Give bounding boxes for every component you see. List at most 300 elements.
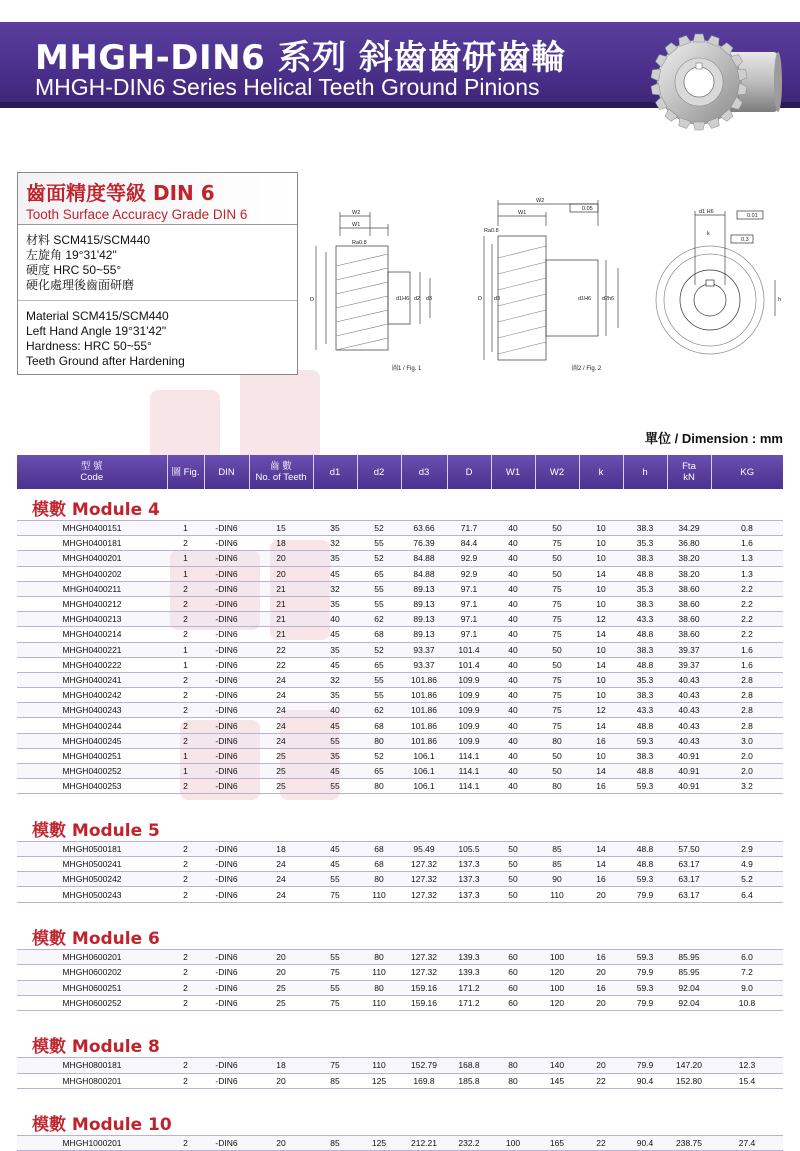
table-cell: 10: [579, 596, 623, 611]
table-cell: 171.2: [447, 980, 491, 995]
table-cell: 89.13: [401, 581, 447, 596]
label-w1: W1: [518, 210, 527, 216]
table-cell: 21: [249, 612, 313, 627]
table-cell: 40.43: [667, 688, 711, 703]
table-cell: 232.2: [447, 1136, 491, 1151]
table-cell: 10: [579, 748, 623, 763]
table-cell: 168.8: [447, 1058, 491, 1073]
table-cell: 25: [249, 748, 313, 763]
table-cell: MHGH0500243: [17, 887, 167, 902]
table-row: [17, 688, 783, 703]
table-cell: 159.16: [401, 980, 447, 995]
table-cell: 185.8: [447, 1073, 491, 1088]
table-cell: MHGH0400222: [17, 657, 167, 672]
table-cell: 38.3: [623, 748, 667, 763]
table-row: [17, 980, 783, 995]
column-header: h: [623, 455, 667, 489]
table-cell: 14: [579, 764, 623, 779]
table-cell: 171.2: [447, 995, 491, 1010]
table-cell: -DIN6: [204, 612, 249, 627]
table-cell: 169.8: [401, 1073, 447, 1088]
table-cell: 0.8: [711, 521, 783, 536]
table-cell: 137.3: [447, 887, 491, 902]
table-cell: MHGH0800181: [17, 1058, 167, 1073]
table-row: [17, 779, 783, 794]
label-d1h6: d1H6: [578, 296, 592, 302]
table-cell: 5.2: [711, 872, 783, 887]
table-cell: MHGH0400253: [17, 779, 167, 794]
table-cell: 85.95: [667, 950, 711, 965]
table-cell: -DIN6: [204, 748, 249, 763]
label-w2: W2: [352, 210, 361, 216]
table-cell: 32: [313, 672, 357, 687]
table-cell: 25: [249, 995, 313, 1010]
table-cell: 40: [491, 612, 535, 627]
table-cell: MHGH0400213: [17, 612, 167, 627]
table-cell: MHGH0600251: [17, 980, 167, 995]
table-cell: 45: [313, 857, 357, 872]
table-cell: 2.8: [711, 672, 783, 687]
table-cell: 106.1: [401, 779, 447, 794]
table-cell: 80: [535, 733, 579, 748]
table-cell: 40: [491, 748, 535, 763]
column-header: W2: [535, 455, 579, 489]
table-cell: 2: [167, 703, 204, 718]
table-cell: MHGH0400242: [17, 688, 167, 703]
table-cell: -DIN6: [204, 536, 249, 551]
table-cell: 14: [579, 566, 623, 581]
table-cell: MHGH1000201: [17, 1136, 167, 1151]
table-cell: 20: [249, 1073, 313, 1088]
table-cell: MHGH0400221: [17, 642, 167, 657]
label-w1: W1: [352, 222, 361, 228]
table-cell: 101.86: [401, 718, 447, 733]
table-cell: 84.4: [447, 536, 491, 551]
module-title: 模數 Module 8: [32, 1037, 160, 1058]
table-cell: 50: [535, 566, 579, 581]
table-cell: 52: [357, 642, 401, 657]
table-cell: 101.4: [447, 657, 491, 672]
table-cell: 55: [357, 596, 401, 611]
table-cell: 100: [535, 950, 579, 965]
table-cell: 2.0: [711, 748, 783, 763]
table-cell: 90.4: [623, 1073, 667, 1088]
table-cell: 139.3: [447, 950, 491, 965]
table-cell: 80: [357, 779, 401, 794]
table-cell: 18: [249, 841, 313, 856]
table-row: [17, 581, 783, 596]
table-cell: 50: [491, 872, 535, 887]
label-tol: 0.3: [741, 237, 749, 243]
accuracy-grade-en: Tooth Surface Accuracy Grade DIN 6: [26, 207, 248, 222]
table-cell: 52: [357, 551, 401, 566]
table-cell: 101.86: [401, 733, 447, 748]
table-row: [17, 536, 783, 551]
module-section-header: [17, 1026, 783, 1058]
table-row: [17, 995, 783, 1010]
table-row: [17, 612, 783, 627]
label-h: h: [778, 297, 782, 303]
table-cell: 6.0: [711, 950, 783, 965]
table-cell: 68: [357, 718, 401, 733]
table-cell: 97.1: [447, 612, 491, 627]
table-cell: 85: [313, 1073, 357, 1088]
column-header: Fta kN: [667, 455, 711, 489]
module-section-header: [17, 489, 783, 521]
table-cell: 2: [167, 536, 204, 551]
table-cell: 68: [357, 857, 401, 872]
table-cell: 36.80: [667, 536, 711, 551]
table-cell: 2: [167, 995, 204, 1010]
column-header: 圖 Fig.: [167, 455, 204, 489]
table-cell: 24: [249, 887, 313, 902]
table-cell: 127.32: [401, 887, 447, 902]
table-cell: 152.79: [401, 1058, 447, 1073]
module-title: 模數 Module 4: [32, 500, 160, 520]
table-cell: 1.6: [711, 657, 783, 672]
column-header: W1: [491, 455, 535, 489]
table-cell: 110: [357, 1058, 401, 1073]
table-cell: 12: [579, 703, 623, 718]
figure-1-diagram: [308, 206, 440, 378]
table-cell: 20: [249, 965, 313, 980]
end-view-diagram: [655, 205, 785, 370]
pinion-table-wrap: [17, 455, 783, 1151]
table-cell: 127.32: [401, 872, 447, 887]
table-cell: 1.6: [711, 642, 783, 657]
table-cell: 110: [357, 995, 401, 1010]
table-cell: 80: [491, 1058, 535, 1073]
table-cell: 120: [535, 965, 579, 980]
table-cell: 24: [249, 672, 313, 687]
table-cell: 79.9: [623, 887, 667, 902]
table-cell: 45: [313, 841, 357, 856]
table-cell: MHGH0500181: [17, 841, 167, 856]
table-cell: -DIN6: [204, 642, 249, 657]
table-cell: 140: [535, 1058, 579, 1073]
title-zh: MHGH-DIN6 系列 斜齒齒研齒輪: [35, 38, 566, 78]
table-cell: 55: [313, 950, 357, 965]
label-ra: Ra0.8: [352, 240, 367, 246]
table-cell: 35.3: [623, 581, 667, 596]
table-cell: MHGH0400181: [17, 536, 167, 551]
label-k: k: [707, 231, 710, 237]
label-d: D: [478, 296, 482, 302]
table-cell: 35.3: [623, 672, 667, 687]
table-row: [17, 642, 783, 657]
module-title: 模數 Module 5: [32, 820, 160, 841]
table-cell: 48.8: [623, 566, 667, 581]
label-d: D: [310, 297, 314, 303]
label-d3: d3: [494, 296, 501, 302]
table-cell: 2.0: [711, 764, 783, 779]
table-cell: 90: [535, 872, 579, 887]
table-cell: 75: [535, 612, 579, 627]
spec-line: 材料 SCM415/SCM440: [26, 233, 151, 247]
table-cell: 1: [167, 657, 204, 672]
table-cell: 84.88: [401, 551, 447, 566]
table-row: [17, 703, 783, 718]
module-section-header: [17, 810, 783, 842]
table-cell: 75: [313, 995, 357, 1010]
table-cell: 20: [579, 1058, 623, 1073]
table-cell: 2: [167, 1073, 204, 1088]
table-cell: 71.7: [447, 521, 491, 536]
table-cell: 35: [313, 596, 357, 611]
spec-lines-en: [18, 301, 297, 377]
table-cell: 55: [357, 536, 401, 551]
table-cell: 2.8: [711, 688, 783, 703]
table-cell: 59.3: [623, 872, 667, 887]
table-cell: 95.49: [401, 841, 447, 856]
table-cell: 32: [313, 536, 357, 551]
table-cell: 20: [579, 995, 623, 1010]
table-cell: 60: [491, 965, 535, 980]
table-cell: MHGH0500242: [17, 872, 167, 887]
table-header-row: [17, 455, 783, 489]
table-cell: 1.3: [711, 566, 783, 581]
table-cell: -DIN6: [204, 1136, 249, 1151]
table-cell: 14: [579, 857, 623, 872]
table-cell: MHGH0400241: [17, 672, 167, 687]
label-ra: Ra0.8: [484, 228, 499, 234]
table-cell: 3.2: [711, 779, 783, 794]
table-cell: 48.8: [623, 841, 667, 856]
table-cell: 24: [249, 733, 313, 748]
table-cell: 2: [167, 965, 204, 980]
table-cell: 60: [491, 950, 535, 965]
table-cell: 79.9: [623, 1058, 667, 1073]
table-cell: 106.1: [401, 748, 447, 763]
table-cell: 22: [249, 642, 313, 657]
column-header: KG: [711, 455, 783, 489]
table-cell: 101.86: [401, 703, 447, 718]
table-cell: 125: [357, 1073, 401, 1088]
table-cell: 38.3: [623, 521, 667, 536]
table-cell: 48.8: [623, 657, 667, 672]
table-cell: 40: [313, 703, 357, 718]
table-cell: 62: [357, 612, 401, 627]
table-cell: 35: [313, 688, 357, 703]
table-cell: -DIN6: [204, 733, 249, 748]
table-cell: 62: [357, 703, 401, 718]
table-cell: 63.17: [667, 887, 711, 902]
table-cell: 2: [167, 581, 204, 596]
table-cell: 38.60: [667, 627, 711, 642]
table-cell: 38.60: [667, 596, 711, 611]
table-cell: 1.6: [711, 536, 783, 551]
table-cell: 93.37: [401, 642, 447, 657]
table-cell: 50: [535, 764, 579, 779]
table-cell: 16: [579, 733, 623, 748]
table-row: [17, 872, 783, 887]
table-cell: 4.9: [711, 857, 783, 872]
table-cell: -DIN6: [204, 779, 249, 794]
table-cell: MHGH0400243: [17, 703, 167, 718]
table-cell: 35: [313, 642, 357, 657]
table-cell: 39.37: [667, 642, 711, 657]
table-cell: -DIN6: [204, 995, 249, 1010]
table-cell: 110: [357, 965, 401, 980]
table-cell: 109.9: [447, 733, 491, 748]
table-cell: 165: [535, 1136, 579, 1151]
section-gap: [17, 794, 783, 810]
table-cell: 12.3: [711, 1058, 783, 1073]
accuracy-grade-zh: 齒面精度等級 DIN 6: [26, 181, 215, 205]
table-cell: 2: [167, 1136, 204, 1151]
table-cell: 127.32: [401, 857, 447, 872]
table-cell: 65: [357, 566, 401, 581]
table-cell: 10: [579, 688, 623, 703]
table-cell: 85.95: [667, 965, 711, 980]
table-cell: -DIN6: [204, 1073, 249, 1088]
title-en: MHGH-DIN6 Series Helical Teeth Ground Pinions: [35, 74, 540, 100]
spec-lines-zh: [18, 225, 297, 301]
table-cell: 63.17: [667, 857, 711, 872]
table-cell: 139.3: [447, 965, 491, 980]
spec-line: Left Hand Angle 19°31'42": [26, 324, 167, 338]
table-cell: 40.43: [667, 733, 711, 748]
table-cell: 109.9: [447, 718, 491, 733]
table-cell: 114.1: [447, 748, 491, 763]
table-cell: -DIN6: [204, 887, 249, 902]
table-row: [17, 887, 783, 902]
table-cell: 21: [249, 596, 313, 611]
column-header: d1: [313, 455, 357, 489]
table-row: [17, 596, 783, 611]
table-cell: 114.1: [447, 764, 491, 779]
table-cell: 32: [313, 581, 357, 596]
table-cell: 75: [313, 1058, 357, 1073]
spec-line: 硬化處理後齒面研磨: [26, 278, 135, 292]
table-cell: 45: [313, 764, 357, 779]
table-header: [17, 455, 783, 489]
figure-1-caption: 圖1 / Fig. 1: [392, 366, 422, 372]
table-cell: MHGH0600252: [17, 995, 167, 1010]
table-cell: 109.9: [447, 672, 491, 687]
table-cell: 89.13: [401, 596, 447, 611]
table-cell: MHGH0400251: [17, 748, 167, 763]
table-cell: 60: [491, 995, 535, 1010]
table-cell: 75: [535, 703, 579, 718]
table-cell: 43.3: [623, 612, 667, 627]
table-cell: 40: [491, 764, 535, 779]
column-header: d2: [357, 455, 401, 489]
table-row: [17, 1073, 783, 1088]
table-cell: 40: [313, 612, 357, 627]
table-cell: 1: [167, 748, 204, 763]
label-d2: d2: [414, 296, 421, 302]
table-cell: 9.0: [711, 980, 783, 995]
label-d3: d3: [426, 296, 433, 302]
table-cell: 75: [313, 887, 357, 902]
table-cell: 2: [167, 718, 204, 733]
table-cell: 92.04: [667, 995, 711, 1010]
table-cell: 40.43: [667, 703, 711, 718]
table-cell: 22: [249, 657, 313, 672]
table-cell: 38.3: [623, 642, 667, 657]
pinion-table: [17, 455, 783, 1151]
table-cell: 35: [313, 748, 357, 763]
module-title: 模數 Module 10: [32, 1115, 172, 1136]
column-header: 齒 數 No. of Teeth: [249, 455, 313, 489]
table-cell: 50: [491, 857, 535, 872]
table-cell: 92.9: [447, 566, 491, 581]
table-cell: 40: [491, 657, 535, 672]
table-cell: 109.9: [447, 703, 491, 718]
column-header: DIN: [204, 455, 249, 489]
table-cell: 18: [249, 536, 313, 551]
table-cell: 45: [313, 566, 357, 581]
table-cell: 16: [579, 779, 623, 794]
table-cell: 65: [357, 764, 401, 779]
table-cell: 38.60: [667, 612, 711, 627]
section-gap: [17, 1010, 783, 1026]
table-cell: 40: [491, 536, 535, 551]
table-cell: 80: [491, 1073, 535, 1088]
table-cell: 20: [579, 887, 623, 902]
table-cell: 145: [535, 1073, 579, 1088]
table-cell: 60: [491, 980, 535, 995]
table-cell: 147.20: [667, 1058, 711, 1073]
table-cell: 45: [313, 627, 357, 642]
spec-heading: [18, 173, 297, 225]
table-cell: 59.3: [623, 950, 667, 965]
table-cell: 40: [491, 551, 535, 566]
table-row: [17, 672, 783, 687]
table-cell: 2: [167, 872, 204, 887]
table-cell: 1: [167, 521, 204, 536]
table-cell: 40: [491, 521, 535, 536]
table-cell: 101.86: [401, 688, 447, 703]
table-cell: 50: [535, 521, 579, 536]
column-header: d3: [401, 455, 447, 489]
table-cell: 2: [167, 672, 204, 687]
table-cell: 137.3: [447, 857, 491, 872]
table-cell: 2: [167, 887, 204, 902]
table-cell: MHGH0400212: [17, 596, 167, 611]
table-row: [17, 718, 783, 733]
table-cell: 2.2: [711, 612, 783, 627]
table-cell: 16: [579, 872, 623, 887]
table-cell: -DIN6: [204, 1058, 249, 1073]
label-d1h6: d1H6: [396, 296, 410, 302]
table-cell: 84.88: [401, 566, 447, 581]
table-cell: -DIN6: [204, 950, 249, 965]
table-cell: 75: [313, 965, 357, 980]
table-cell: 238.75: [667, 1136, 711, 1151]
table-cell: 40.91: [667, 748, 711, 763]
table-cell: 35.3: [623, 536, 667, 551]
table-cell: 38.3: [623, 596, 667, 611]
table-cell: 27.4: [711, 1136, 783, 1151]
table-cell: 34.29: [667, 521, 711, 536]
table-cell: 14: [579, 841, 623, 856]
table-cell: 22: [579, 1073, 623, 1088]
table-row: [17, 1136, 783, 1151]
table-cell: 97.1: [447, 581, 491, 596]
table-cell: 15.4: [711, 1073, 783, 1088]
table-cell: 59.3: [623, 779, 667, 794]
table-cell: MHGH0400202: [17, 566, 167, 581]
table-cell: 10: [579, 581, 623, 596]
table-cell: 50: [535, 748, 579, 763]
table-cell: 68: [357, 841, 401, 856]
table-cell: 35: [313, 521, 357, 536]
table-cell: 109.9: [447, 688, 491, 703]
table-cell: 38.3: [623, 551, 667, 566]
table-cell: 50: [535, 551, 579, 566]
